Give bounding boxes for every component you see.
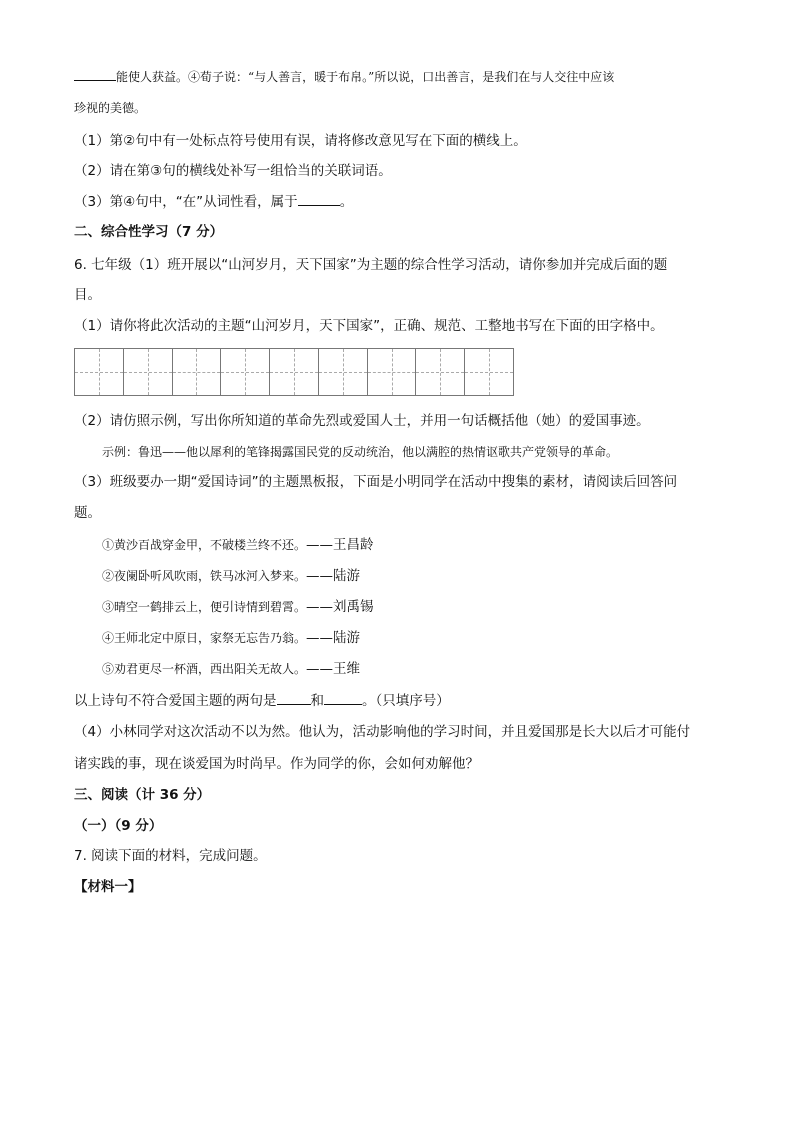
poem-item [102, 628, 360, 648]
answer-blank-3 [74, 66, 116, 81]
passage-line-1 [74, 66, 614, 87]
example-text: 示例：鲁迅——他以犀利的笔锋揭露国民党的反动统治，他以满腔的热情讴歌共产党领导的革命。 [102, 445, 619, 459]
answer-blank-part-of-speech [298, 191, 340, 206]
q5-sub1: （1）第②句中有一处标点符号使用有误，请将修改意见写在下面的横线上。 [74, 133, 527, 149]
poem-text: ②夜阑卧听风吹雨，铁马冰河入梦来。 [102, 569, 307, 583]
poem-text: ①黄沙百战穿金甲，不破楼兰终不还。 [102, 538, 307, 552]
passage-line-2: 珍视的美德。 [74, 101, 147, 115]
answer-text: 。（只填序号） [362, 693, 450, 709]
q6-sub4-line2: 诸实践的事，现在谈爱国为时尚早。作为同学的你，会如何劝解他？ [74, 756, 479, 772]
q6-sub2: （2）请仿照示例，写出你所知道的革命先烈或爱国人士，并用一句话概括他（她）的爱国事迹。 [74, 413, 650, 429]
poem-author: ——王昌龄 [306, 537, 374, 553]
poem-author: ——刘禹锡 [306, 599, 374, 615]
q6-sub3-line1: （3）班级要办一期“爱国诗词”的主题黑板报，下面是小明同学在活动中搜集的素材，请阅读后回答问 [74, 474, 678, 490]
grid-cell[interactable] [319, 349, 368, 395]
grid-cell[interactable] [368, 349, 417, 395]
answer-blank-1 [277, 690, 311, 705]
answer-text: 以上诗句不符合爱国主题的两句是 [74, 693, 277, 709]
poem-text: ⑤劝君更尽一杯酒，西出阳关无故人。 [102, 662, 307, 676]
q5-sub3-text: （3）第④句中，“在”从词性看，属于 [74, 194, 298, 210]
q6-stem-line1: 6. 七年级（1）班开展以“山河岁月，天下国家”为主题的综合性学习活动，请你参加并完成后面的题 [74, 257, 668, 273]
grid-cell[interactable] [124, 349, 173, 395]
q5-sub3 [74, 191, 353, 212]
poem-text: ④王师北定中原日，家祭无忘告乃翁。 [102, 631, 307, 645]
poem-text: ③晴空一鹤排云上，便引诗情到碧霄。 [102, 600, 307, 614]
poem-item [102, 659, 360, 679]
poem-item [102, 535, 374, 555]
tianzige-writing-grid[interactable] [74, 348, 514, 396]
section3-part1: （一）（9 分） [74, 818, 163, 834]
q6-sub4-line1: （4）小林同学对这次活动不以为然。他认为，活动影响他的学习时间，并且爱国那是长大以后才可能付 [74, 724, 691, 740]
poem-item [102, 566, 360, 586]
section3-heading: 三、阅读（计 36 分） [74, 787, 211, 803]
answer-text: 和 [310, 693, 324, 709]
passage-text: 能使人获益。④荀子说：“与人善言，暖于布帛。”所以说，口出善言，是我们在与人交往中应该 [116, 70, 615, 84]
poem-item [102, 597, 374, 617]
grid-cell[interactable] [221, 349, 270, 395]
q5-sub3-end: 。 [339, 194, 354, 210]
section2-heading: 二、综合性学习（7 分） [74, 224, 224, 240]
poem-author: ——陆游 [306, 630, 361, 646]
poem-answer-line [74, 690, 450, 711]
q6-sub1: （1）请你将此次活动的主题“山河岁月，天下国家”，正确、规范、工整地书写在下面的田字格中。 [74, 318, 664, 334]
q6-sub3-line2: 题。 [74, 505, 101, 521]
grid-cell[interactable] [173, 349, 222, 395]
grid-cell[interactable] [270, 349, 319, 395]
grid-cell[interactable] [416, 349, 465, 395]
grid-cell[interactable] [75, 349, 124, 395]
q5-sub2: （2）请在第③句的横线处补写一组恰当的关联词语。 [74, 163, 392, 179]
material-one-label: 【材料一】 [74, 879, 142, 895]
poem-author: ——王维 [306, 661, 361, 677]
q7-stem: 7. 阅读下面的材料，完成问题。 [74, 848, 267, 864]
q6-stem-line2: 目。 [74, 287, 101, 303]
answer-blank-2 [324, 690, 362, 705]
poem-author: ——陆游 [306, 568, 361, 584]
grid-cell[interactable] [465, 349, 513, 395]
